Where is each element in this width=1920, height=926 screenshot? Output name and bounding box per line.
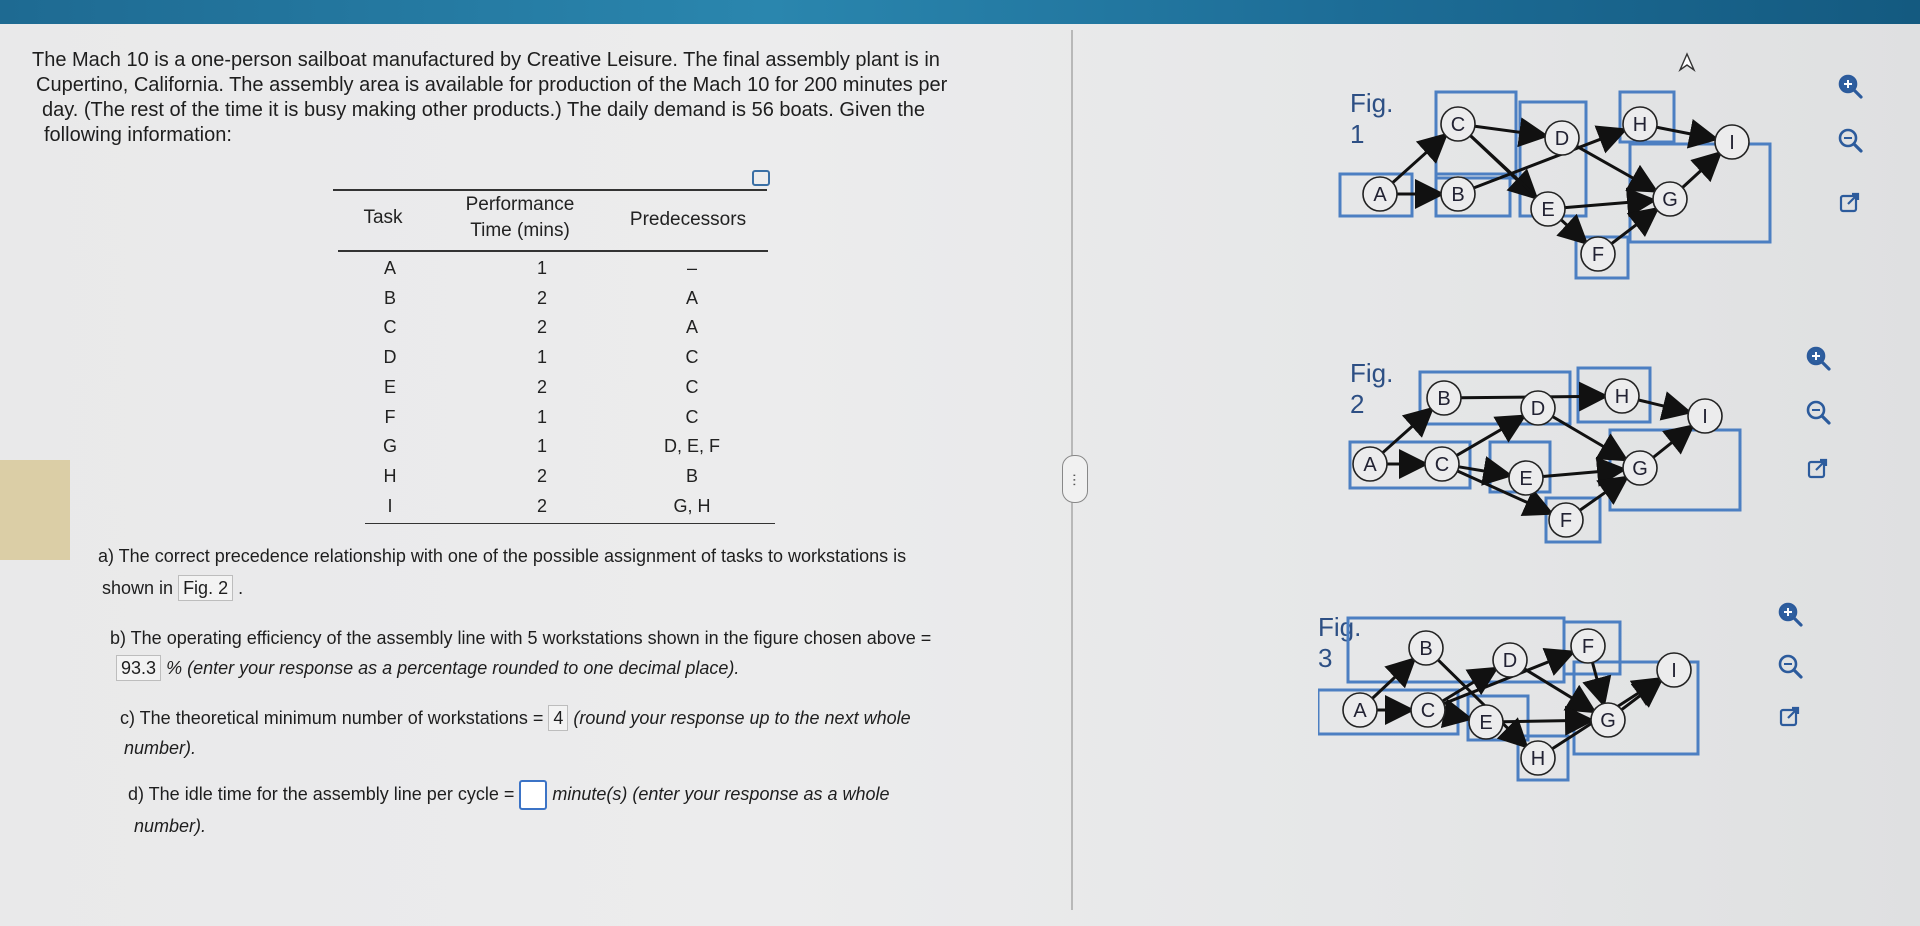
problem-statement bbox=[32, 48, 1032, 148]
fig1-label: Fig. 1 bbox=[1350, 88, 1394, 149]
task-node-label: F bbox=[1581, 636, 1595, 658]
task-node-label: D bbox=[1554, 128, 1570, 150]
intro-line-3: day. (The rest of the time it is busy making other products.) The daily demand is 56 boats. Given the bbox=[42, 99, 926, 121]
task-node-label: C bbox=[1450, 114, 1466, 136]
task-cell: G bbox=[382, 436, 397, 457]
question-a-line1: a) The correct precedence relationship with one of the possible assignment of tasks to workstations is bbox=[98, 546, 907, 566]
task-node-label: G bbox=[1662, 189, 1678, 211]
header-time-2: Time (mins) bbox=[470, 220, 570, 241]
task-node-label: B bbox=[1419, 638, 1433, 660]
task-node-label: B bbox=[1437, 388, 1451, 410]
precedence-arrow-c-e bbox=[1445, 713, 1468, 718]
open-external-icon[interactable] bbox=[1836, 188, 1864, 216]
task-node-label: A bbox=[1353, 700, 1367, 722]
question-d-line2-text: number). bbox=[134, 816, 207, 836]
task-node-label: I bbox=[1671, 660, 1677, 682]
question-c-answer[interactable]: 4 bbox=[548, 705, 568, 731]
header-predecessors: Predecessors bbox=[629, 209, 747, 230]
task-cell: C bbox=[383, 317, 397, 338]
precedence-arrow-g-i bbox=[1653, 428, 1690, 458]
task-node-label: A bbox=[1363, 454, 1377, 476]
question-b-line2 bbox=[116, 654, 739, 682]
cursor-icon bbox=[1676, 52, 1698, 74]
predecessor-cell: D, E, F bbox=[663, 436, 720, 457]
precedence-arrow-f-g bbox=[1592, 662, 1603, 701]
header-task: Task bbox=[363, 207, 403, 228]
time-cell: 2 bbox=[536, 495, 547, 516]
task-cell: I bbox=[387, 495, 393, 516]
task-node-label: A bbox=[1373, 184, 1387, 206]
task-node-label: E bbox=[1519, 468, 1533, 490]
task-cell: B bbox=[383, 287, 396, 308]
panel-splitter-handle[interactable]: ⋯ bbox=[1062, 455, 1088, 503]
time-cell: 2 bbox=[536, 465, 547, 486]
question-a-line2 bbox=[102, 574, 243, 602]
intro-line-4: following information: bbox=[44, 124, 232, 146]
task-node-label: B bbox=[1451, 184, 1465, 206]
time-cell: 2 bbox=[536, 376, 547, 397]
predecessor-cell: C bbox=[685, 376, 699, 397]
question-d-text: d) The idle time for the assembly line per cycle = bbox=[128, 784, 515, 804]
question-c-line2 bbox=[124, 734, 196, 762]
task-node-label: D bbox=[1502, 650, 1518, 672]
task-node-label: H bbox=[1632, 114, 1648, 136]
task-cell: E bbox=[383, 376, 396, 397]
zoom-in-icon[interactable] bbox=[1804, 344, 1832, 372]
question-c-text: c) The theoretical minimum number of workstations = bbox=[120, 708, 544, 728]
question-a-end: . bbox=[238, 578, 244, 598]
question-d-suffix: minute(s) (enter your response as a whole bbox=[552, 784, 890, 804]
task-cell: F bbox=[384, 406, 396, 427]
task-node-label: H bbox=[1614, 386, 1630, 408]
question-b-answer[interactable]: 93.3 bbox=[116, 655, 161, 681]
time-cell: 1 bbox=[536, 258, 547, 278]
task-node-label: E bbox=[1541, 199, 1555, 221]
question-b-line1: b) The operating efficiency of the assembly line with 5 workstations shown in the figure chosen above = bbox=[110, 628, 932, 648]
zoom-out-icon[interactable] bbox=[1836, 126, 1864, 154]
precedence-arrow-a-b bbox=[1383, 411, 1430, 453]
table-bottom-rule bbox=[365, 523, 775, 524]
question-d-input[interactable] bbox=[519, 780, 547, 810]
question-c-suffix: (round your response up to the next whole bbox=[573, 708, 911, 728]
fig2-label: Fig. 2 bbox=[1350, 358, 1394, 419]
precedence-arrow-g-i bbox=[1622, 681, 1659, 709]
fig3-graph bbox=[1318, 612, 1778, 822]
predecessor-cell: G, H bbox=[673, 495, 711, 516]
predecessor-cell: A bbox=[685, 287, 698, 308]
task-node-label: C bbox=[1434, 454, 1450, 476]
question-a-prefix: shown in bbox=[102, 578, 174, 598]
precedence-arrow-d-g bbox=[1577, 146, 1654, 189]
open-external-icon[interactable] bbox=[1804, 454, 1832, 482]
open-external-icon[interactable] bbox=[1776, 702, 1804, 730]
precedence-arrow-e-g bbox=[1503, 720, 1589, 721]
task-node-label: F bbox=[1591, 244, 1605, 266]
task-node-label: F bbox=[1559, 510, 1573, 532]
task-node-label: C bbox=[1420, 700, 1436, 722]
header-time-1: Performance bbox=[465, 194, 575, 215]
task-cell: H bbox=[383, 465, 397, 486]
predecessor-cell: – bbox=[686, 258, 697, 278]
fig2-graph bbox=[1330, 358, 1790, 568]
task-node-label: E bbox=[1479, 712, 1493, 734]
time-cell: 2 bbox=[536, 317, 547, 338]
predecessor-cell: B bbox=[685, 465, 698, 486]
precedence-arrow-c-d bbox=[1475, 126, 1543, 135]
table-top-rule bbox=[333, 189, 767, 191]
zoom-in-icon[interactable] bbox=[1776, 600, 1804, 628]
task-cell: D bbox=[383, 347, 397, 368]
time-cell: 1 bbox=[536, 347, 547, 368]
question-b-suffix: % (enter your response as a percentage rounded to one decimal place). bbox=[166, 658, 740, 678]
table-header-rule bbox=[338, 250, 768, 252]
precedence-arrow-f-g bbox=[1612, 211, 1655, 244]
predecessor-cell: C bbox=[685, 347, 699, 368]
task-node-label: G bbox=[1632, 458, 1648, 480]
precedence-arrow-h-i bbox=[1657, 127, 1714, 138]
fig3-label: Fig. 3 bbox=[1318, 612, 1362, 673]
zoom-out-icon[interactable] bbox=[1804, 398, 1832, 426]
question-c-line2-text: number). bbox=[124, 738, 197, 758]
workstation-outline bbox=[1630, 144, 1770, 242]
precedence-arrow-f-g bbox=[1580, 479, 1625, 510]
precedence-arrow-a-b bbox=[1372, 661, 1412, 698]
precedence-arrow-h-i bbox=[1639, 400, 1687, 412]
task-node-label: I bbox=[1729, 132, 1735, 154]
task-node-label: D bbox=[1530, 398, 1546, 420]
copy-icon[interactable] bbox=[752, 170, 770, 186]
question-a-answer[interactable]: Fig. 2 bbox=[178, 575, 233, 601]
predecessor-cell: A bbox=[685, 317, 698, 338]
question-d-line1 bbox=[128, 780, 890, 810]
predecessor-cell: C bbox=[685, 406, 699, 427]
task-node-label: G bbox=[1600, 710, 1616, 732]
task-cell: A bbox=[383, 258, 396, 278]
time-cell: 2 bbox=[536, 287, 547, 308]
task-node-label: H bbox=[1530, 748, 1546, 770]
fig1-graph bbox=[1330, 82, 1790, 292]
question-d-line2 bbox=[134, 812, 206, 840]
precedence-arrow-e-g bbox=[1565, 201, 1651, 208]
side-tab[interactable] bbox=[0, 460, 70, 560]
intro-line-2: Cupertino, California. The assembly area is available for production of the Mach 10 for 200 minutes per bbox=[36, 74, 948, 96]
intro-line-1: The Mach 10 is a one-person sailboat manufactured by Creative Leisure. The final assembly plant is in bbox=[32, 49, 940, 71]
precedence-arrow-g-i bbox=[1683, 155, 1718, 188]
time-cell: 1 bbox=[536, 436, 547, 457]
task-node-label: I bbox=[1702, 406, 1708, 428]
zoom-out-icon[interactable] bbox=[1776, 652, 1804, 680]
time-cell: 1 bbox=[536, 406, 547, 427]
zoom-in-icon[interactable] bbox=[1836, 72, 1864, 100]
question-c-line1 bbox=[120, 704, 911, 732]
